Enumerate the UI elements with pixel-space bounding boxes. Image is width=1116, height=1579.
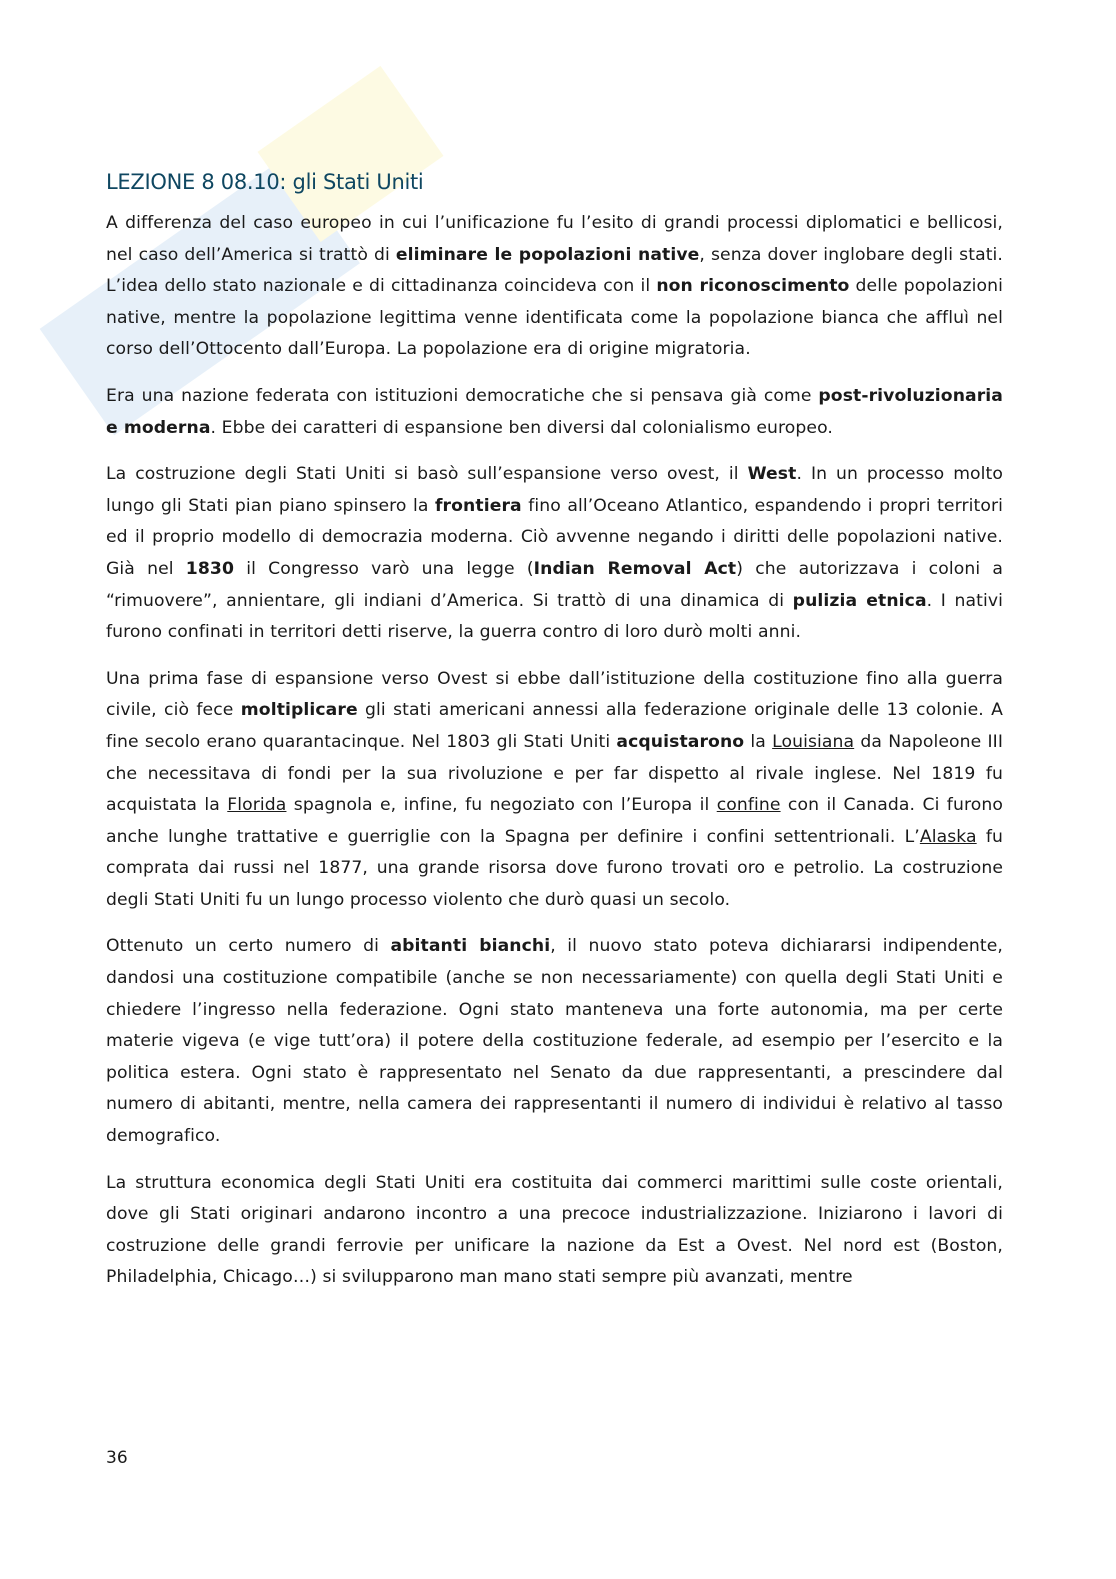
bold-text: abitanti bianchi bbox=[390, 936, 551, 957]
text-run: fu comprata dai russi nel 1877, una grande risorsa dove furono trovati oro e petrolio. La costruzione degli Stati Uniti fu un lungo processo violento che durò quasi un secolo. bbox=[106, 826, 1004, 910]
bold-text: frontiera bbox=[434, 495, 522, 516]
text-run: delle popolazioni native, mentre la popolazione legittima venne identificata come la popolazione bianca che affluì nel corso dell’Ottocento dall’Europa. La popolazione era di origine migratoria. bbox=[106, 276, 1003, 360]
lesson-heading: LEZIONE 8 08.10: gli Stati Uniti bbox=[106, 170, 424, 194]
paragraph bbox=[106, 1168, 1003, 1294]
text-run: con il Canada. Ci furono anche lunghe trattative e guerriglie con la Spagna per definire i confini settentrionali. L’ bbox=[106, 795, 1003, 847]
text-run: ) che autorizzava i coloni a “rimuovere”, annientare, gli indiani d’America. Si trattò di una dinamica di bbox=[106, 558, 1003, 611]
text-run: La struttura economica degli Stati Uniti era costituita dai commerci marittimi sulle coste orientali, dove gli Stati originari andarono incontro a una precoce industrializzazione. Iniziarono i lavori di costruzione delle grandi ferrovie per unificare la nazione da Est a Ovest. Nel nord est (Boston, Philadelphia, Chicago…) si svilupparono man mano stati sempre più avanzati, mentre bbox=[106, 1172, 1003, 1288]
text-run: il Congresso varò una legge ( bbox=[234, 558, 534, 579]
paragraph bbox=[106, 381, 1003, 444]
paragraph bbox=[106, 931, 1003, 1152]
document-page bbox=[106, 166, 1003, 1309]
text-run: . I nativi furono confinati in territori detti riserve, la guerra contro di loro durò molti anni. bbox=[106, 590, 1003, 643]
text-run: Era una nazione federata con istituzioni democratiche che si pensava già come bbox=[106, 385, 819, 406]
paragraph bbox=[106, 459, 1003, 649]
text-run: . In un processo molto lungo gli Stati pian piano spinsero la bbox=[106, 464, 1004, 516]
underlined-text: Florida bbox=[227, 795, 287, 816]
text-run: da Napoleone III che necessitava di fondi per la sua rivoluzione e per far dispetto al rivale inglese. Nel 1819 fu acquistata la bbox=[106, 731, 1003, 816]
bold-text: acquistarono bbox=[616, 731, 745, 752]
paragraph bbox=[106, 208, 1003, 366]
text-run: . Ebbe dei caratteri di espansione ben diversi dal colonialismo europeo. bbox=[210, 417, 833, 438]
text-run: fino all’Oceano Atlantico, espandendo i propri territori ed il proprio modello di democrazia moderna. Ciò avvenne negando i diritti delle popolazioni native. Già nel bbox=[106, 495, 1003, 579]
text-run: , senza dover inglobare degli stati. L’idea dello stato nazionale e di cittadinanza coincideva con il bbox=[106, 244, 1003, 297]
bold-text: Indian Removal Act bbox=[533, 558, 737, 579]
text-run: Una prima fase di espansione verso Ovest si ebbe dall’istituzione della costituzione fino alla guerra civile, ciò fece bbox=[106, 668, 1003, 721]
bold-text: eliminare le popolazioni native bbox=[395, 244, 700, 265]
text-run: gli stati americani annessi alla federazione originale delle 13 colonie. A fine secolo erano quarantacinque. Nel 1803 gli Stati Uniti bbox=[106, 700, 1003, 752]
document-body bbox=[106, 208, 1003, 1294]
text-run: Ottenuto un certo numero di bbox=[106, 936, 391, 957]
paragraph bbox=[106, 664, 1003, 917]
text-run: La costruzione degli Stati Uniti si basò sull’espansione verso ovest, il bbox=[106, 464, 748, 485]
bold-text: pulizia etnica bbox=[792, 590, 927, 611]
underlined-text: Louisiana bbox=[772, 731, 855, 752]
text-run: la bbox=[744, 731, 773, 752]
text-run: , il nuovo stato poteva dichiararsi indipendente, dandosi una costituzione compatibile (anche se non necessariamente) con quella degli Stati Uniti e chiedere l’ingresso nella federazione. Ogni stato manteneva una forte autonomia, ma per certe materie vigeva (e vige tutt’ora) il potere della costituzione federale, ad esempio per l’esercito e la politica estera. Ogni stato è rappresentato nel Senato da due rappresentanti, a prescindere dal numero di abitanti, mentre, nella camera dei rappresentanti il numero di individui è relativo al tasso demografico. bbox=[106, 936, 1003, 1147]
bold-text: West bbox=[747, 464, 797, 485]
text-run: spagnola e, infine, fu negoziato con l’Europa il bbox=[286, 795, 717, 816]
bold-text: non riconoscimento bbox=[656, 276, 850, 297]
bold-text: 1830 bbox=[185, 558, 235, 579]
underlined-text: confine bbox=[716, 795, 781, 816]
text-run: A differenza del caso europeo in cui l’unificazione fu l’esito di grandi processi diplomatici e bellicosi, nel caso dell’America si trattò di bbox=[106, 213, 1003, 265]
page-number: 36 bbox=[106, 1448, 128, 1468]
bold-text: moltiplicare bbox=[240, 700, 358, 721]
bold-text: post-rivoluzionaria e moderna bbox=[106, 385, 1003, 438]
underlined-text: Alaska bbox=[919, 826, 977, 847]
